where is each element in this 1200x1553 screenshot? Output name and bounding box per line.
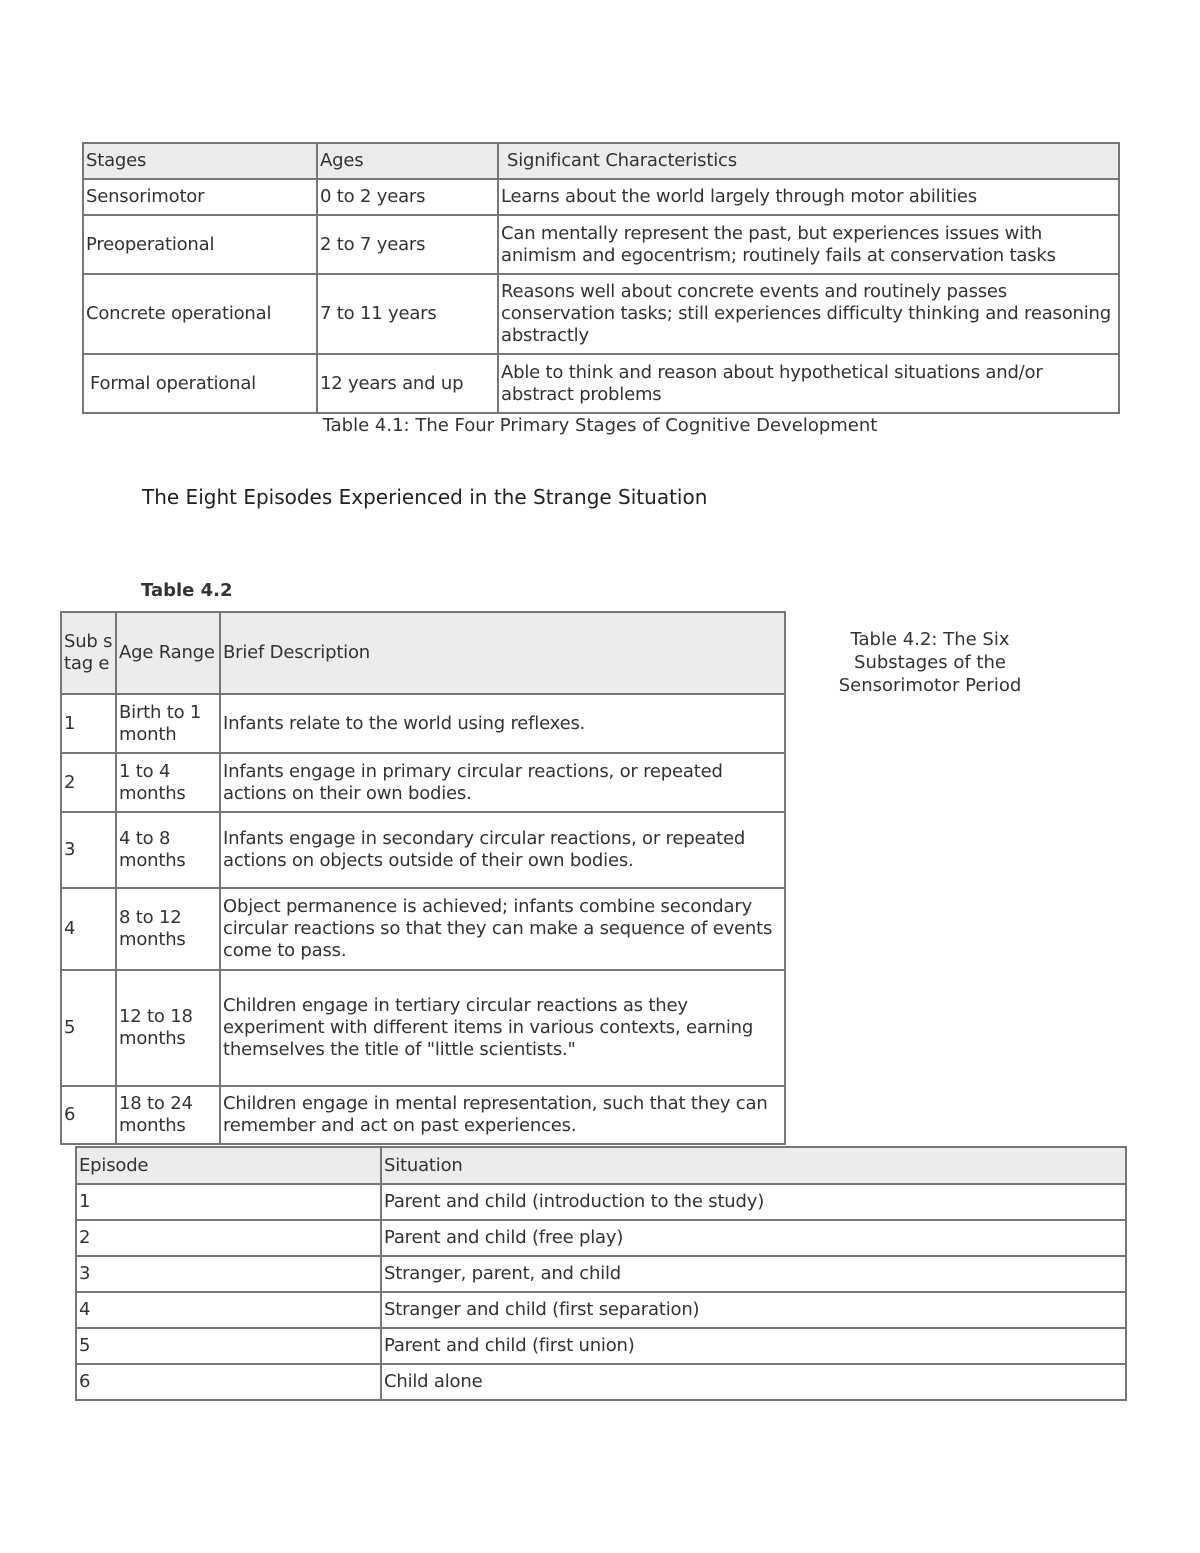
characteristics-cell: Reasons well about concrete events and routinely passes conservation tasks; still experiences difficulty thinking and reasoning abstractly bbox=[498, 274, 1119, 354]
sensorimotor-substages-table bbox=[60, 611, 786, 1145]
substage-cell: 5 bbox=[61, 970, 116, 1086]
age-cell: 7 to 11 years bbox=[317, 274, 498, 354]
substage-cell: 6 bbox=[61, 1086, 116, 1144]
episode-cell: 6 bbox=[76, 1364, 381, 1400]
table-row bbox=[76, 1364, 1126, 1400]
situation-cell: Stranger, parent, and child bbox=[381, 1256, 1126, 1292]
substage-cell: 1 bbox=[61, 694, 116, 753]
table-row bbox=[76, 1292, 1126, 1328]
situation-cell: Stranger and child (first separation) bbox=[381, 1292, 1126, 1328]
description-cell: Children engage in tertiary circular reactions as they experiment with different items in various contexts, earning themselves the title of "little scientists." bbox=[220, 970, 785, 1086]
header-ages: Ages bbox=[317, 143, 498, 179]
table-row bbox=[61, 753, 785, 812]
description-cell: Infants relate to the world using reflexes. bbox=[220, 694, 785, 753]
table-row bbox=[76, 1220, 1126, 1256]
situation-cell: Child alone bbox=[381, 1364, 1126, 1400]
table-4-1-caption: Table 4.1: The Four Primary Stages of Cognitive Development bbox=[322, 415, 878, 436]
description-cell: Children engage in mental representation, such that they can remember and act on past experiences. bbox=[220, 1086, 785, 1144]
stage-cell: Formal operational bbox=[83, 354, 317, 413]
table-row bbox=[83, 354, 1119, 413]
age-range-cell: 1 to 4 months bbox=[116, 753, 220, 812]
episode-cell: 3 bbox=[76, 1256, 381, 1292]
table-4-2-caption: Table 4.2: The Six Substages of the Sensorimotor Period bbox=[838, 629, 1022, 696]
description-cell: Infants engage in secondary circular reactions, or repeated actions on objects outside of their own bodies. bbox=[220, 812, 785, 888]
header-substage: Sub stag e bbox=[61, 612, 116, 694]
age-range-cell: 12 to 18 months bbox=[116, 970, 220, 1086]
age-cell: 12 years and up bbox=[317, 354, 498, 413]
table-header-row bbox=[76, 1147, 1126, 1184]
table-header-row bbox=[61, 612, 785, 694]
table-row bbox=[76, 1184, 1126, 1220]
table-4-2-label: Table 4.2 bbox=[141, 580, 233, 601]
header-characteristics: Significant Characteristics bbox=[498, 143, 1119, 179]
header-episode: Episode bbox=[76, 1147, 381, 1184]
characteristics-cell: Can mentally represent the past, but experiences issues with animism and egocentrism; routinely fails at conservation tasks bbox=[498, 215, 1119, 274]
characteristics-cell: Learns about the world largely through motor abilities bbox=[498, 179, 1119, 215]
age-range-cell: 18 to 24 months bbox=[116, 1086, 220, 1144]
characteristics-cell: Able to think and reason about hypothetical situations and/or abstract problems bbox=[498, 354, 1119, 413]
header-stages: Stages bbox=[83, 143, 317, 179]
table-row bbox=[83, 274, 1119, 354]
episode-cell: 1 bbox=[76, 1184, 381, 1220]
stage-cell: Preoperational bbox=[83, 215, 317, 274]
header-age-range: Age Range bbox=[116, 612, 220, 694]
substage-cell: 2 bbox=[61, 753, 116, 812]
table-row bbox=[83, 179, 1119, 215]
table-row bbox=[76, 1256, 1126, 1292]
stage-cell: Concrete operational bbox=[83, 274, 317, 354]
description-cell: Infants engage in primary circular reactions, or repeated actions on their own bodies. bbox=[220, 753, 785, 812]
age-range-cell: 4 to 8 months bbox=[116, 812, 220, 888]
strange-situation-episodes-table bbox=[75, 1146, 1127, 1401]
table-row bbox=[61, 694, 785, 753]
table-row bbox=[76, 1328, 1126, 1364]
situation-cell: Parent and child (free play) bbox=[381, 1220, 1126, 1256]
substage-cell: 3 bbox=[61, 812, 116, 888]
episode-cell: 5 bbox=[76, 1328, 381, 1364]
table-row bbox=[61, 970, 785, 1086]
header-brief-description: Brief Description bbox=[220, 612, 785, 694]
substage-cell: 4 bbox=[61, 888, 116, 970]
table-row bbox=[61, 1086, 785, 1144]
table-row bbox=[83, 215, 1119, 274]
table-row bbox=[61, 888, 785, 970]
table-row bbox=[61, 812, 785, 888]
strange-situation-heading: The Eight Episodes Experienced in the Strange Situation bbox=[142, 485, 708, 509]
stage-cell: Sensorimotor bbox=[83, 179, 317, 215]
age-cell: 2 to 7 years bbox=[317, 215, 498, 274]
table-header-row bbox=[83, 143, 1119, 179]
age-cell: 0 to 2 years bbox=[317, 179, 498, 215]
episode-cell: 2 bbox=[76, 1220, 381, 1256]
situation-cell: Parent and child (introduction to the study) bbox=[381, 1184, 1126, 1220]
header-situation: Situation bbox=[381, 1147, 1126, 1184]
description-cell: Object permanence is achieved; infants combine secondary circular reactions so that they can make a sequence of events come to pass. bbox=[220, 888, 785, 970]
age-range-cell: 8 to 12 months bbox=[116, 888, 220, 970]
episode-cell: 4 bbox=[76, 1292, 381, 1328]
cognitive-stages-table bbox=[82, 142, 1120, 414]
situation-cell: Parent and child (first union) bbox=[381, 1328, 1126, 1364]
age-range-cell: Birth to 1 month bbox=[116, 694, 220, 753]
